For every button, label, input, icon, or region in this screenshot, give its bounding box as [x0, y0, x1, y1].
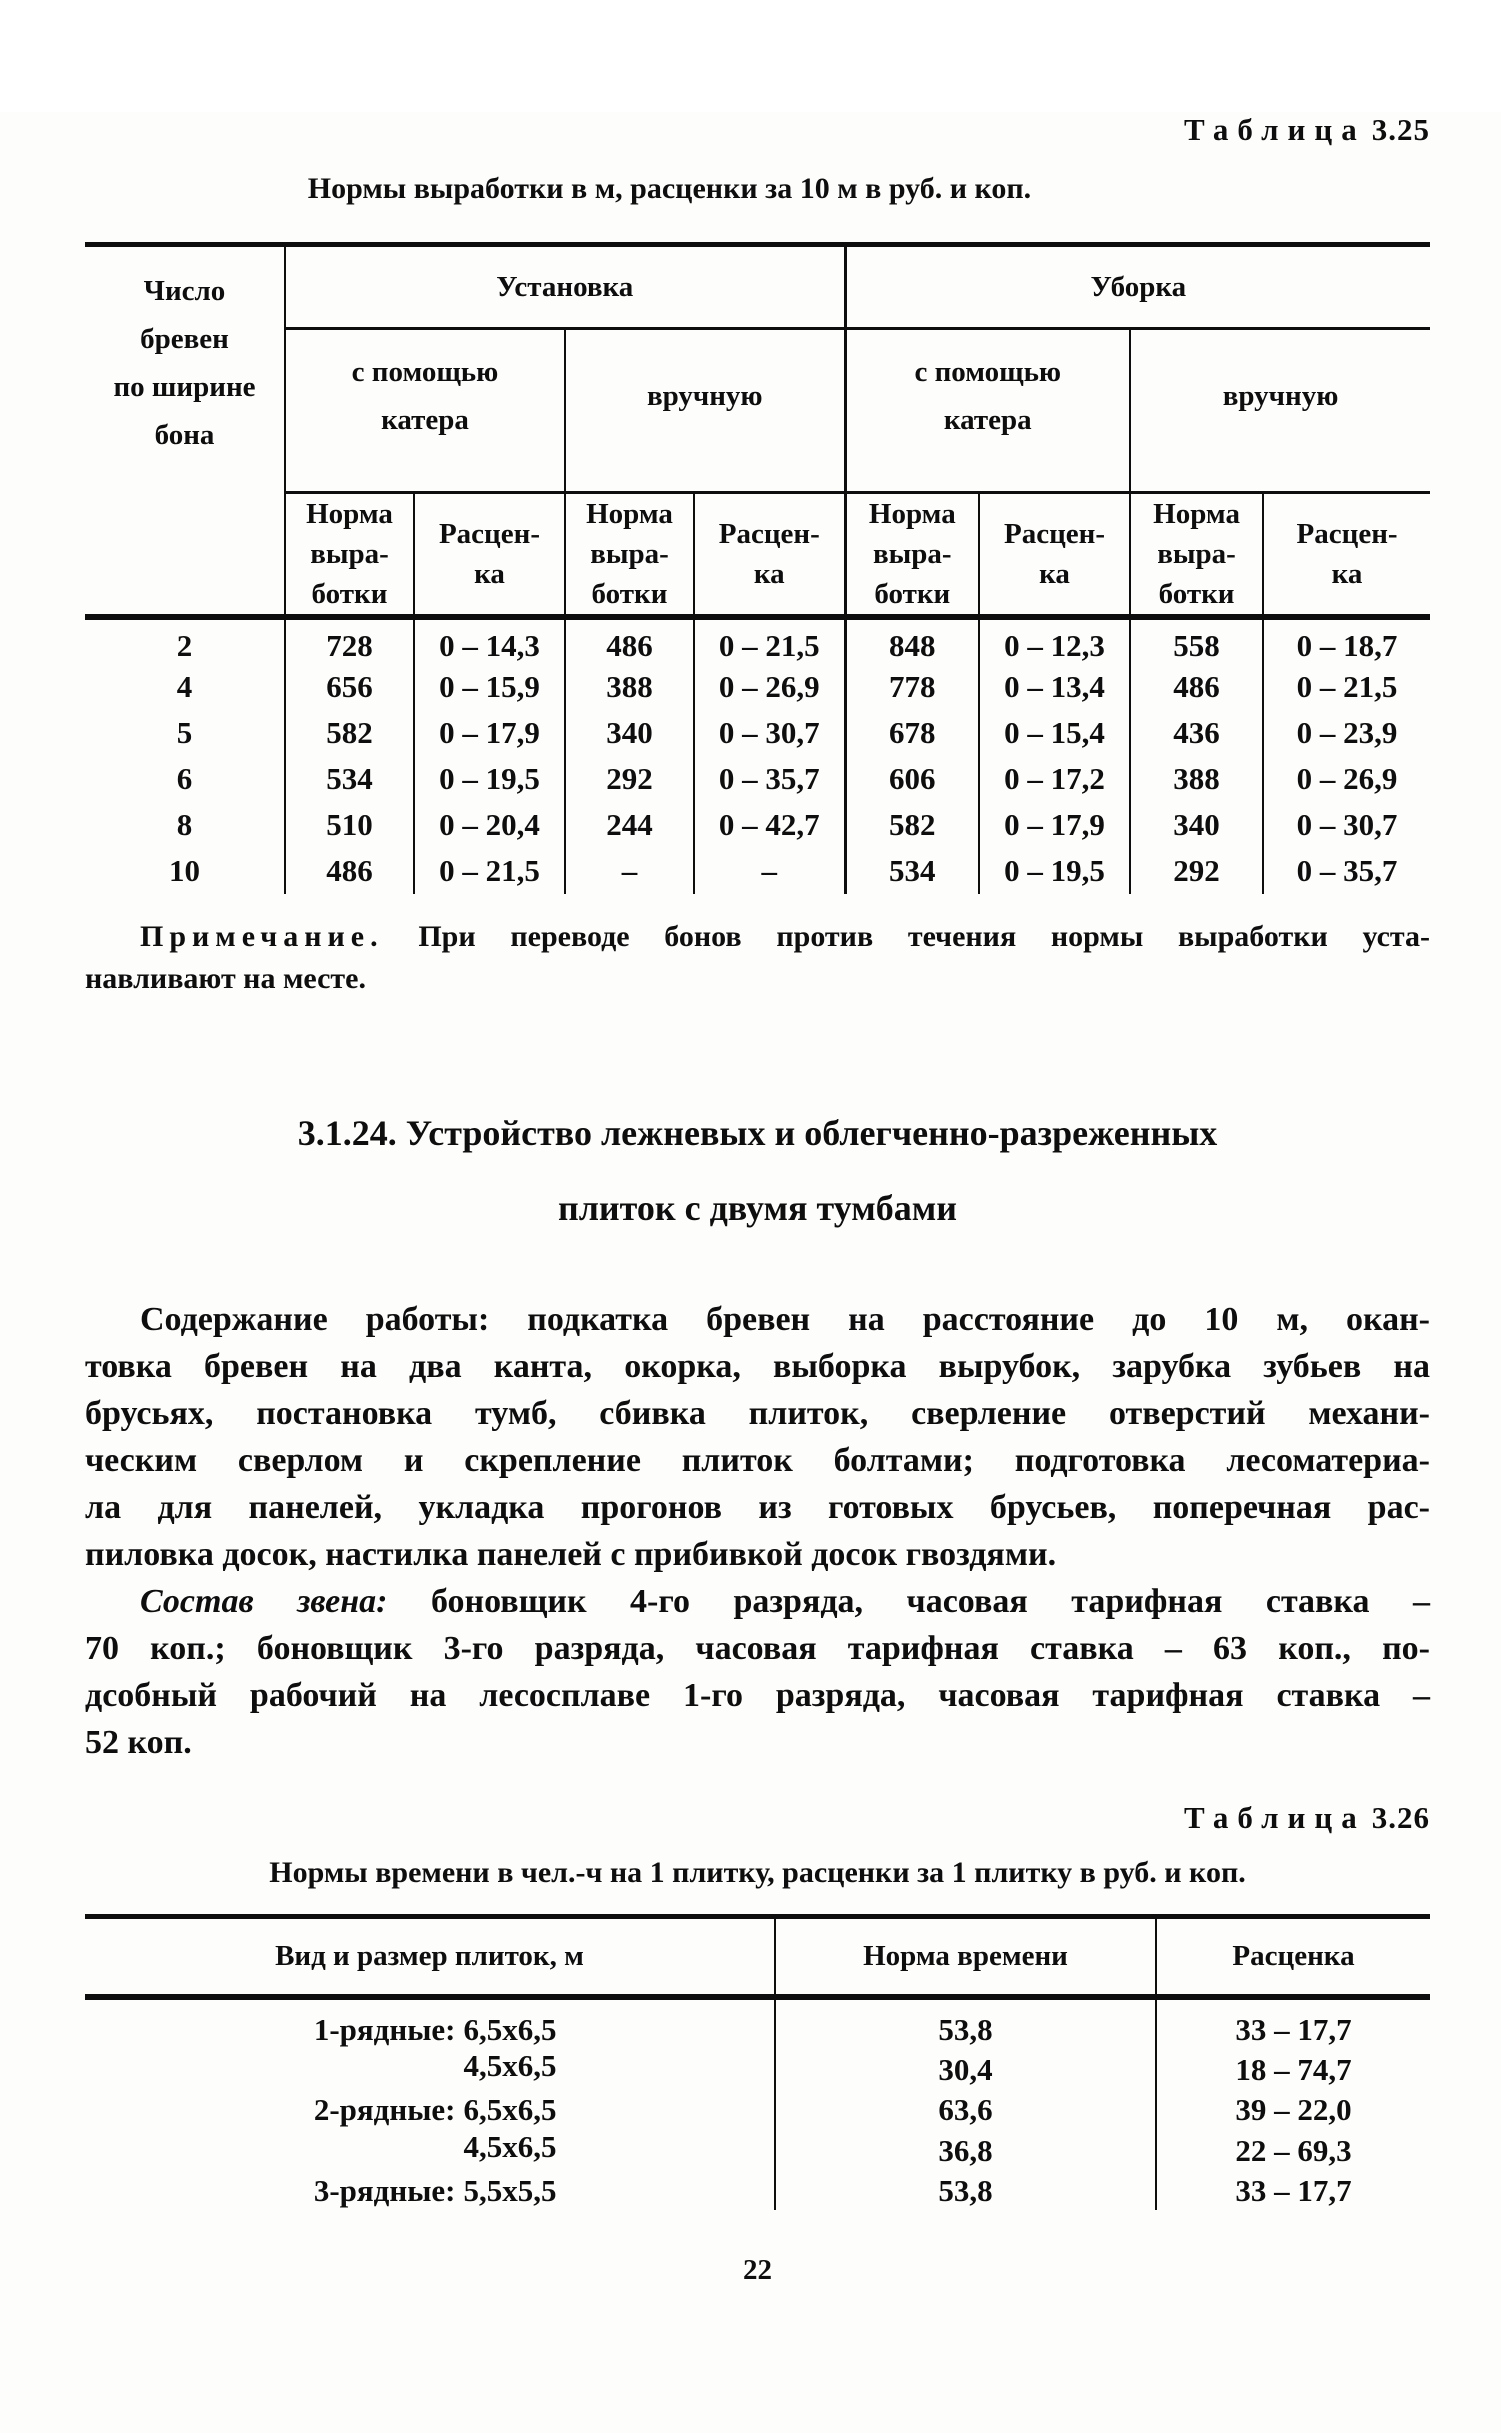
metric-line: ботки — [874, 578, 951, 610]
row-id-cell: 6 — [176, 761, 193, 796]
data-cell: 0 – 17,2 — [979, 756, 1130, 802]
paragraph-line: 52 коп. — [85, 1724, 192, 1761]
data-cell: 0 – 21,5 — [694, 617, 845, 664]
metric-line: ботки — [311, 578, 388, 610]
section-heading — [85, 1096, 1430, 1246]
paragraph-line: Содержание работы: подкатка бревен на расстояние до 10 м, окан- — [140, 1301, 1430, 1338]
work-description-paragraph — [85, 1296, 1430, 1578]
table-row — [85, 848, 1430, 894]
table-3-26-caption — [85, 1800, 1430, 1836]
data-cell: 558 — [1130, 617, 1263, 664]
rate-cell: 18 – 74,7 — [1156, 2048, 1430, 2092]
paragraph-line: брусьях, постановка тумб, сбивка плиток, сверление отверстий механи- — [85, 1395, 1430, 1432]
data-cell: 0 – 12,3 — [979, 617, 1130, 664]
data-cell: 510 — [285, 802, 414, 848]
row-type: 1-рядные: — [313, 2011, 456, 2047]
table-row — [85, 2048, 1430, 2092]
time-cell: 30,4 — [775, 2048, 1156, 2092]
data-cell: 0 – 21,5 — [1263, 664, 1430, 710]
metric-line: Норма — [586, 498, 673, 530]
table-row — [85, 2173, 1430, 2210]
metric-line: Расцен- — [1296, 518, 1398, 550]
row-size: 4,5х6,5 — [463, 2047, 557, 2083]
data-cell: 436 — [1130, 710, 1263, 756]
row-id-cell: 10 — [169, 853, 200, 888]
metric-line: ка — [1331, 558, 1363, 590]
data-cell: 292 — [1130, 848, 1263, 894]
caption-word: Таблица — [1184, 1800, 1366, 1835]
data-cell: 0 – 21,5 — [414, 848, 565, 894]
paragraph-line: 70 коп.; боновщик 3-го разряда, часовая тарифная ставка – 63 коп., по- — [85, 1630, 1430, 1667]
data-cell: 0 – 26,9 — [1263, 756, 1430, 802]
metric-line: Расцен- — [718, 518, 820, 550]
data-cell: 656 — [285, 664, 414, 710]
metric-line: Расцен- — [438, 518, 541, 550]
method-line: катера — [943, 403, 1032, 436]
data-cell: 0 – 15,4 — [979, 710, 1130, 756]
row-id-cell: 4 — [176, 669, 193, 704]
column-header-vid: Вид и размер плиток, м — [85, 1917, 775, 1997]
metric-line: выра- — [1157, 538, 1236, 570]
stub-line: бона — [154, 419, 215, 451]
table-row — [85, 617, 1430, 664]
row-label — [85, 2092, 775, 2129]
row-id-cell: 8 — [176, 807, 193, 842]
table-3-25 — [85, 242, 1430, 894]
data-cell: 582 — [285, 710, 414, 756]
metric-line: Норма — [306, 498, 393, 530]
data-cell: 0 – 15,9 — [414, 664, 565, 710]
row-type: 2-рядные: — [313, 2092, 456, 2127]
metric-line: выра- — [590, 538, 669, 570]
data-cell: 0 – 30,7 — [1263, 802, 1430, 848]
metric-header-norma — [565, 493, 694, 618]
data-cell: 0 – 26,9 — [694, 664, 845, 710]
row-size: 4,5х6,5 — [463, 2128, 557, 2164]
metric-line: ботки — [1158, 578, 1235, 610]
metric-line: ка — [474, 558, 505, 590]
data-cell: 0 – 17,9 — [979, 802, 1130, 848]
table-note — [85, 916, 1430, 1000]
row-label — [85, 2048, 775, 2092]
table-3-26-title: Нормы времени в чел.-ч на 1 плитку, расценки за 1 плитку в руб. и коп. — [269, 1856, 1246, 1889]
table-row — [85, 756, 1430, 802]
method-header-manual — [565, 329, 845, 493]
stub-line: бревен — [140, 323, 229, 355]
crew-lead-rest: боновщик 4-го разряда, часовая тарифная ставка – — [387, 1583, 1430, 1620]
data-cell: 0 – 30,7 — [694, 710, 845, 756]
metric-line: Расцен- — [1004, 518, 1106, 550]
metric-header-norma — [285, 493, 414, 618]
data-cell: – — [694, 848, 845, 894]
data-cell: 340 — [1130, 802, 1263, 848]
row-label — [85, 1997, 775, 2048]
paragraph-line: товка бревен на два канта, окорка, выборка вырубок, зарубка зубьев на — [85, 1348, 1430, 1385]
group-header-ustanovka: Установка — [285, 245, 845, 329]
data-cell: 0 – 19,5 — [979, 848, 1130, 894]
column-header-rascenka: Расценка — [1156, 1917, 1430, 1997]
data-cell: 0 – 35,7 — [694, 756, 845, 802]
row-size: 6,5х6,5 — [463, 2092, 557, 2127]
table-row — [85, 664, 1430, 710]
crew-lead: Состав звена: — [140, 1583, 388, 1620]
rate-cell: 39 – 22,0 — [1156, 2092, 1430, 2129]
data-cell: 534 — [845, 848, 979, 894]
method-line: вручную — [646, 379, 763, 412]
table-row — [85, 802, 1430, 848]
data-cell: 0 – 35,7 — [1263, 848, 1430, 894]
row-type — [256, 2048, 456, 2084]
row-label — [85, 2129, 775, 2173]
paragraph-line — [85, 1578, 1430, 1625]
metric-line: выра- — [310, 538, 389, 570]
column-header-norma-vremeni: Норма времени — [775, 1917, 1156, 1997]
data-cell: 0 – 42,7 — [694, 802, 845, 848]
note-text-line: навливают на месте. — [85, 962, 366, 995]
data-cell: 388 — [565, 664, 694, 710]
note-text-line — [85, 916, 1430, 958]
paragraph-line: ческим сверлом и скрепление плиток болтами; подготовка лесоматериа- — [85, 1442, 1430, 1479]
time-cell: 53,8 — [775, 2173, 1156, 2210]
data-cell: 292 — [565, 756, 694, 802]
stub-line: по ширине — [113, 371, 256, 403]
method-line: с помощью — [914, 355, 1062, 388]
data-cell: 0 – 19,5 — [414, 756, 565, 802]
stub-line: Число — [143, 275, 226, 307]
method-line: с помощью — [351, 355, 499, 388]
table-row — [85, 2129, 1430, 2173]
row-size: 5,5х5,5 — [463, 2173, 557, 2208]
table-3-25-caption — [85, 112, 1430, 148]
metric-line: ка — [753, 558, 785, 590]
method-header-kater — [845, 329, 1130, 493]
data-cell: 728 — [285, 617, 414, 664]
data-cell: 0 – 23,9 — [1263, 710, 1430, 756]
row-size: 6,5х6,5 — [463, 2011, 557, 2047]
time-cell: 63,6 — [775, 2092, 1156, 2129]
metric-line: ботки — [591, 578, 668, 610]
metric-line: Норма — [868, 498, 956, 530]
data-cell: – — [565, 848, 694, 894]
note-text: При переводе бонов против течения нормы выработки уста- — [418, 920, 1430, 953]
data-cell: 848 — [845, 617, 979, 664]
row-type — [256, 2129, 456, 2165]
data-cell: 582 — [845, 802, 979, 848]
caption-number: 3.25 — [1371, 112, 1430, 147]
metric-header-norma — [845, 493, 979, 618]
rate-cell: 22 – 69,3 — [1156, 2129, 1430, 2173]
metric-header-rascenka — [979, 493, 1130, 618]
paragraph-line: пиловка досок, настилка панелей с прибивкой досок гвоздями. — [85, 1536, 1057, 1573]
caption-word: Таблица — [1184, 112, 1366, 147]
group-header-uborka: Уборка — [845, 245, 1430, 329]
stub-header — [85, 245, 285, 618]
data-cell: 678 — [845, 710, 979, 756]
heading-line: плиток с двумя тумбами — [557, 1188, 958, 1228]
time-cell: 53,8 — [775, 1997, 1156, 2048]
metric-header-rascenka — [414, 493, 565, 618]
caption-number: 3.26 — [1371, 1800, 1430, 1835]
data-cell: 0 – 13,4 — [979, 664, 1130, 710]
row-id-cell: 5 — [176, 715, 193, 750]
page-number: 22 — [743, 2253, 772, 2286]
data-cell: 0 – 17,9 — [414, 710, 565, 756]
rate-cell: 33 – 17,7 — [1156, 1997, 1430, 2048]
paragraph-line: дсобный рабочий на лесосплаве 1-го разряда, часовая тарифная ставка – — [85, 1677, 1430, 1714]
metric-header-rascenka — [694, 493, 845, 618]
data-cell: 486 — [1130, 664, 1263, 710]
row-type: 3-рядные: — [313, 2173, 456, 2208]
data-cell: 486 — [285, 848, 414, 894]
method-header-manual — [1130, 329, 1430, 493]
data-cell: 778 — [845, 664, 979, 710]
document-page — [85, 112, 1430, 2287]
metric-line: Норма — [1153, 498, 1240, 530]
paragraph-line: ла для панелей, укладка прогонов из готовых брусьев, поперечная рас- — [85, 1489, 1430, 1526]
table-3-25-title: Нормы выработки в м, расценки за 10 м в руб. и коп. — [307, 172, 1032, 205]
data-cell: 0 – 18,7 — [1263, 617, 1430, 664]
table-row — [85, 2092, 1430, 2129]
metric-line: выра- — [873, 538, 952, 570]
row-id-cell: 2 — [176, 628, 193, 663]
metric-header-norma — [1130, 493, 1263, 618]
data-cell: 486 — [565, 617, 694, 664]
method-line: катера — [381, 403, 469, 436]
row-label — [85, 2173, 775, 2210]
data-cell: 388 — [1130, 756, 1263, 802]
metric-header-rascenka — [1263, 493, 1430, 618]
rate-cell: 33 – 17,7 — [1156, 2173, 1430, 2210]
data-cell: 0 – 14,3 — [414, 617, 565, 664]
data-cell: 0 – 20,4 — [414, 802, 565, 848]
heading-line: 3.1.24. Устройство лежневых и облегченно-разреженных — [297, 1113, 1218, 1153]
table-3-26 — [85, 1914, 1430, 2210]
data-cell: 534 — [285, 756, 414, 802]
time-cell: 36,8 — [775, 2129, 1156, 2173]
metric-line: ка — [1039, 558, 1070, 590]
data-cell: 244 — [565, 802, 694, 848]
table-row — [85, 710, 1430, 756]
method-line: вручную — [1222, 379, 1339, 412]
crew-paragraph — [85, 1578, 1430, 1766]
note-label: Примечание. — [140, 920, 384, 953]
table-row — [85, 1997, 1430, 2048]
data-cell: 340 — [565, 710, 694, 756]
method-header-kater — [285, 329, 565, 493]
data-cell: 606 — [845, 756, 979, 802]
